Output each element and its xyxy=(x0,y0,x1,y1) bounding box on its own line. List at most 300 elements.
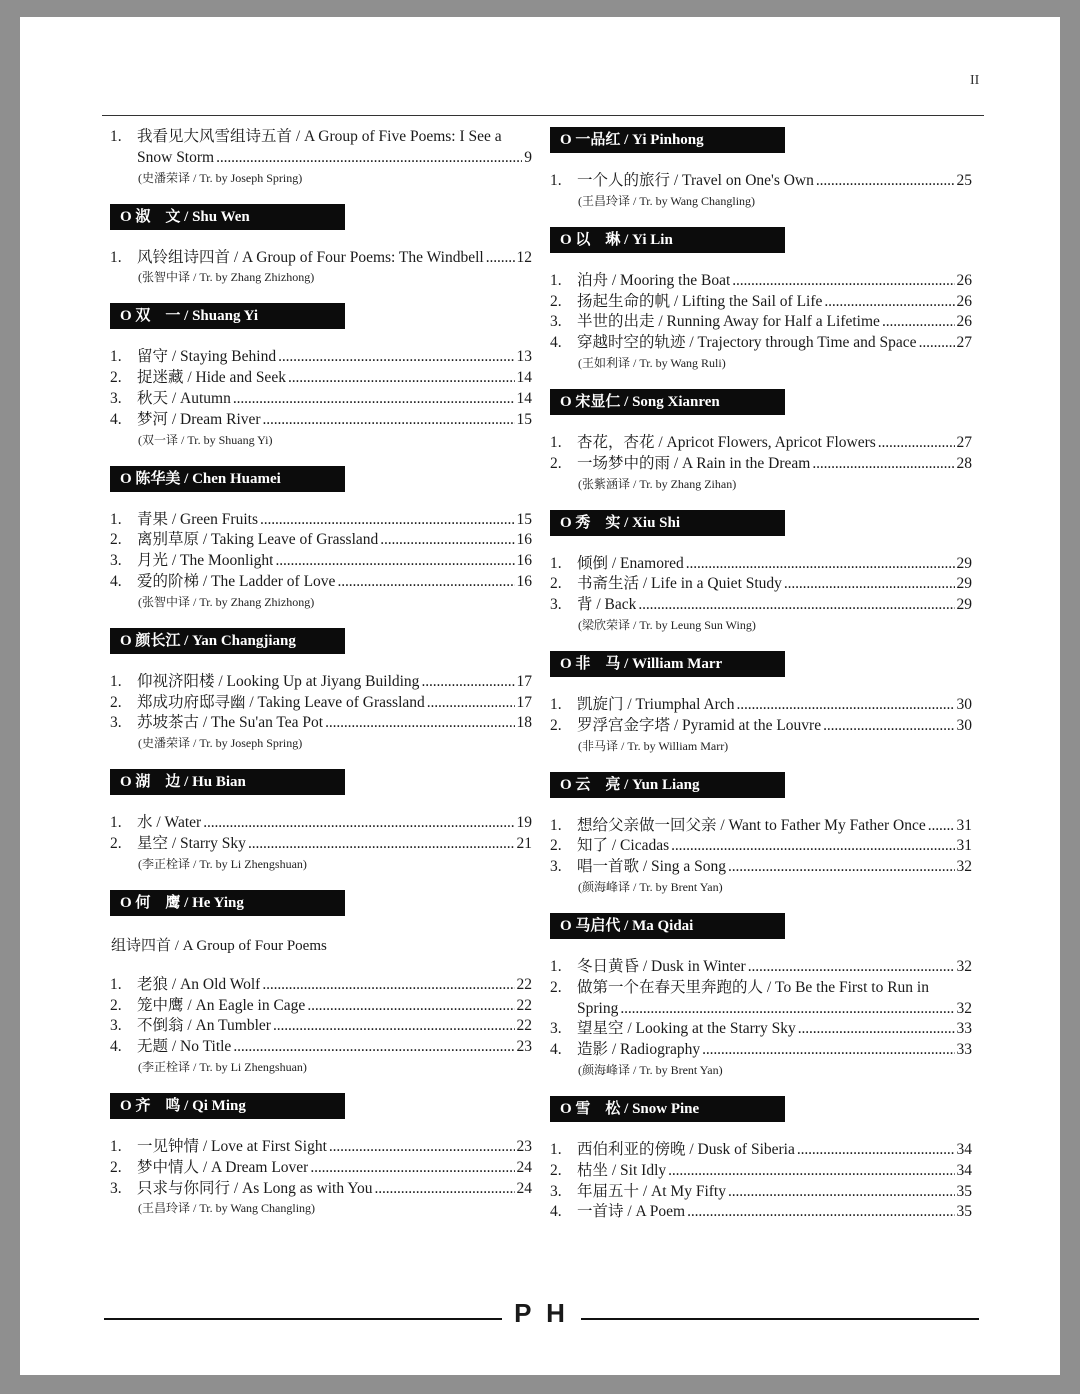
entry-page: 16 xyxy=(516,572,532,590)
toc-section xyxy=(550,913,972,1078)
entry-number: 4. xyxy=(110,410,122,428)
entry-body xyxy=(137,510,532,531)
entry-title: 老狼 / An Old Wolf xyxy=(137,975,261,993)
toc-section xyxy=(110,127,532,186)
translator-credit: (史潘荣译 / Tr. by Joseph Spring) xyxy=(138,736,303,751)
entry-row xyxy=(137,572,532,593)
entry-page: 30 xyxy=(956,695,972,713)
toc-entry[interactable] xyxy=(550,1019,972,1040)
toc-entry[interactable] xyxy=(550,1182,972,1203)
toc-entry[interactable] xyxy=(110,834,532,855)
entry-number: 1. xyxy=(550,816,562,834)
entry-number: 1. xyxy=(550,433,562,451)
translator-credit: (梁欣荣译 / Tr. by Leung Sun Wing) xyxy=(578,617,756,632)
toc-entry[interactable] xyxy=(550,957,972,978)
dot-leader xyxy=(620,999,954,1020)
dot-leader xyxy=(275,551,514,572)
entry-row xyxy=(137,1137,532,1158)
entry-page: 17 xyxy=(516,672,532,690)
entry-title: 水 / Water xyxy=(137,814,202,832)
dot-leader xyxy=(797,1140,955,1161)
toc-entry[interactable] xyxy=(550,1140,972,1161)
entry-body xyxy=(577,292,972,313)
entry-page: 29 xyxy=(956,554,972,572)
entry-title: 知了 / Cicadas xyxy=(577,837,670,855)
entry-title: 年届五十 / At My Fifty xyxy=(577,1182,726,1200)
entry-body xyxy=(137,813,532,834)
entry-number: 1. xyxy=(110,975,122,993)
entry-row xyxy=(577,816,972,837)
author-header: O 颜长江 / Yan Changjiang xyxy=(110,628,345,654)
entry-page: 31 xyxy=(956,837,972,855)
entry-title: 半世的出走 / Running Away for Half a Lifetime xyxy=(577,313,880,331)
author-header: O 一品红 / Yi Pinhong xyxy=(550,127,785,153)
section-subheading: 组诗四首 / A Group of Four Poems xyxy=(111,937,327,954)
entry-number: 1. xyxy=(110,348,122,366)
entry-row xyxy=(577,999,972,1020)
toc-entry[interactable] xyxy=(550,1202,972,1223)
toc-entry[interactable] xyxy=(550,454,972,475)
entry-number: 2. xyxy=(110,531,122,549)
footer-rule-left xyxy=(104,1318,502,1320)
toc-section xyxy=(550,389,972,492)
toc-entry[interactable] xyxy=(110,347,532,368)
toc-section xyxy=(110,769,532,872)
entry-number: 4. xyxy=(550,1203,562,1221)
entry-row xyxy=(137,813,532,834)
toc-entry[interactable] xyxy=(550,333,972,354)
entry-body xyxy=(577,857,972,878)
entry-page: 26 xyxy=(956,292,972,310)
entry-page: 24 xyxy=(516,1158,532,1176)
entry-number: 3. xyxy=(110,714,122,732)
entry-body xyxy=(577,957,972,978)
entry-page: 21 xyxy=(516,834,532,852)
entry-body xyxy=(577,816,972,837)
entry-page: 16 xyxy=(516,552,532,570)
entry-body xyxy=(577,333,972,354)
entry-body xyxy=(137,347,532,368)
toc-entry[interactable] xyxy=(110,368,532,389)
entry-title: 想给父亲做一回父亲 / Want to Father My Father Once xyxy=(577,816,926,834)
dot-leader xyxy=(798,1019,955,1040)
toc-entry[interactable] xyxy=(110,813,532,834)
entry-title-line: 我看见大风雪组诗五首 / A Group of Five Poems: I See a xyxy=(137,128,502,145)
entry-title: 笼中鹰 / An Eagle in Cage xyxy=(137,996,306,1014)
entry-title: 苏坡茶古 / The Su'an Tea Pot xyxy=(137,714,324,732)
entry-row xyxy=(577,171,972,192)
entry-row xyxy=(137,410,532,431)
dot-leader xyxy=(728,1182,955,1203)
entry-body xyxy=(577,1202,972,1223)
entry-number: 1. xyxy=(550,172,562,189)
entry-title: 无题 / No Title xyxy=(137,1038,232,1056)
entry-body xyxy=(577,171,972,192)
author-header: O 秀 实 / Xiu Shi xyxy=(550,510,785,536)
footer xyxy=(104,1293,979,1333)
entry-number: 1. xyxy=(110,248,122,266)
entry-number: 3. xyxy=(550,1020,562,1038)
entry-row xyxy=(137,1179,532,1200)
toc-entry[interactable] xyxy=(110,672,532,693)
entry-title: 书斋生活 / Life in a Quiet Study xyxy=(577,575,782,593)
top-rule xyxy=(102,115,984,116)
dot-leader xyxy=(427,693,515,714)
author-header: O 齐 鸣 / Qi Ming xyxy=(110,1093,345,1119)
entry-page: 29 xyxy=(956,596,972,614)
dot-leader xyxy=(278,347,514,368)
entry-title: 造影 / Radiography xyxy=(577,1041,701,1059)
entry-number: 1. xyxy=(550,554,562,572)
toc-entry[interactable] xyxy=(550,816,972,837)
author-header: O 云 亮 / Yun Liang xyxy=(550,772,785,798)
entry-row xyxy=(577,333,972,354)
entry-body xyxy=(137,248,532,269)
page-number: II xyxy=(970,73,980,88)
entry-body xyxy=(137,389,532,410)
dot-leader xyxy=(784,574,955,595)
toc-section xyxy=(110,466,532,610)
entry-body xyxy=(137,572,532,593)
toc-entry[interactable] xyxy=(110,248,532,269)
author-header: O 宋显仁 / Song Xianren xyxy=(550,389,785,415)
toc-entry[interactable] xyxy=(550,574,972,595)
dot-leader xyxy=(380,530,514,551)
entry-title: 秋天 / Autumn xyxy=(137,389,231,407)
entry-title: 罗浮宫金字塔 / Pyramid at the Louvre xyxy=(577,716,822,734)
author-header: O 非 马 / William Marr xyxy=(550,651,785,677)
entry-title: 留守 / Staying Behind xyxy=(137,348,277,366)
dot-leader xyxy=(216,148,522,169)
entry-body xyxy=(137,1179,532,1200)
dot-leader xyxy=(337,572,514,593)
entry-number: 1. xyxy=(550,271,562,289)
entry-page: 34 xyxy=(956,1161,972,1179)
entry-number: 2. xyxy=(110,693,122,711)
entry-row xyxy=(577,312,972,333)
entry-page: 15 xyxy=(516,510,532,528)
publisher-logo: P H xyxy=(514,1297,569,1328)
entry-row xyxy=(137,693,532,714)
toc-section xyxy=(110,303,532,447)
toc-entry[interactable] xyxy=(110,975,532,996)
entry-body xyxy=(577,1182,972,1203)
entry-body xyxy=(577,454,972,475)
toc-section xyxy=(550,1096,972,1223)
entry-title: 泊舟 / Mooring the Boat xyxy=(577,271,731,289)
toc-section xyxy=(550,127,972,209)
entry-number: 2. xyxy=(110,996,122,1014)
entry-title: 仰视济阳楼 / Looking Up at Jiyang Building xyxy=(137,672,420,690)
entry-number: 1. xyxy=(110,510,122,528)
toc-entry[interactable] xyxy=(550,836,972,857)
entry-body xyxy=(577,433,972,454)
entry-number: 3. xyxy=(550,596,562,614)
translator-credit: (李正栓译 / Tr. by Li Zhengshuan) xyxy=(138,1059,307,1074)
entry-row xyxy=(577,1140,972,1161)
entry-row xyxy=(137,1037,532,1058)
entry-number: 1. xyxy=(550,957,562,975)
toc-entry[interactable] xyxy=(110,713,532,734)
entry-page: 16 xyxy=(516,531,532,549)
toc-entry[interactable] xyxy=(550,433,972,454)
entry-row xyxy=(137,148,532,169)
translator-credit: (王昌玲译 / Tr. by Wang Changling) xyxy=(578,193,756,208)
dot-leader xyxy=(878,433,955,454)
dot-leader xyxy=(668,1161,954,1182)
entry-page: 27 xyxy=(956,334,972,352)
entry-row xyxy=(577,292,972,313)
entry-row xyxy=(137,1016,532,1037)
entry-title: 星空 / Starry Sky xyxy=(137,834,246,852)
entry-number: 3. xyxy=(550,1182,562,1200)
entry-title: 月光 / The Moonlight xyxy=(137,552,274,570)
entry-page: 32 xyxy=(956,858,972,876)
toc-entry[interactable] xyxy=(110,530,532,551)
entry-row xyxy=(577,433,972,454)
toc-entry[interactable] xyxy=(110,510,532,531)
entry-page: 15 xyxy=(516,410,532,428)
toc-page xyxy=(20,17,1060,1375)
entry-page: 26 xyxy=(956,313,972,331)
entry-page: 17 xyxy=(516,693,532,711)
dot-leader xyxy=(687,1202,954,1223)
entry-body xyxy=(577,554,972,575)
entry-page: 23 xyxy=(516,1137,532,1155)
toc-entry[interactable] xyxy=(110,127,532,169)
entry-page: 12 xyxy=(516,248,532,266)
entry-title: 冬日黄昏 / Dusk in Winter xyxy=(577,957,746,975)
dot-leader xyxy=(260,510,515,531)
dot-leader xyxy=(748,957,955,978)
entry-row xyxy=(137,713,532,734)
entry-row xyxy=(577,454,972,475)
entry-page: 18 xyxy=(516,714,532,732)
toc-section xyxy=(110,1093,532,1216)
toc-entry[interactable] xyxy=(550,1161,972,1182)
toc-entry[interactable] xyxy=(110,1016,532,1037)
entry-title: 倾倒 / Enamored xyxy=(577,554,684,572)
translator-credit: (王昌玲译 / Tr. by Wang Changling) xyxy=(138,1201,316,1216)
entry-body xyxy=(137,127,532,169)
author-header: O 陈华美 / Chen Huamei xyxy=(110,466,345,492)
entry-page: 30 xyxy=(956,716,972,734)
toc-entry[interactable] xyxy=(550,554,972,575)
author-header: O 淑 文 / Shu Wen xyxy=(110,204,345,230)
entry-page: 19 xyxy=(516,814,532,832)
entry-row xyxy=(577,957,972,978)
entry-page: 26 xyxy=(956,271,972,289)
entry-body xyxy=(577,978,972,1020)
entry-row xyxy=(577,595,972,616)
entry-page: 24 xyxy=(516,1179,532,1197)
entry-title: 一个人的旅行 / Travel on One's Own xyxy=(577,172,814,189)
entry-title: 只求与你同行 / As Long as with You xyxy=(137,1179,373,1197)
entry-row xyxy=(577,836,972,857)
entry-row xyxy=(137,551,532,572)
entry-title: 爱的阶梯 / The Ladder of Love xyxy=(137,572,336,590)
toc-entry[interactable] xyxy=(550,857,972,878)
dot-leader xyxy=(882,312,955,333)
toc-entry[interactable] xyxy=(550,695,972,716)
toc-entry[interactable] xyxy=(550,716,972,737)
entry-body xyxy=(577,312,972,333)
toc-entry[interactable] xyxy=(110,1158,532,1179)
toc-section xyxy=(110,204,532,286)
toc-entry[interactable] xyxy=(110,389,532,410)
dot-leader xyxy=(325,713,514,734)
entry-number: 4. xyxy=(110,572,122,590)
entry-page: 32 xyxy=(956,999,972,1017)
toc-entry[interactable] xyxy=(550,292,972,313)
translator-credit: (王如利译 / Tr. by Wang Ruli) xyxy=(578,355,726,370)
dot-leader xyxy=(486,248,515,269)
entry-number: 2. xyxy=(550,575,562,593)
dot-leader xyxy=(736,695,954,716)
toc-section xyxy=(110,890,532,1075)
entry-title: 穿越时空的轨迹 / Trajectory through Time and Space xyxy=(577,334,917,352)
entry-page: 35 xyxy=(956,1203,972,1221)
entry-body xyxy=(137,410,532,431)
dot-leader xyxy=(375,1179,515,1200)
dot-leader xyxy=(263,410,515,431)
dot-leader xyxy=(288,368,515,389)
entry-row xyxy=(137,248,532,269)
dot-leader xyxy=(248,834,515,855)
dot-leader xyxy=(262,975,514,996)
entry-page: 27 xyxy=(956,433,972,451)
toc-entry[interactable] xyxy=(110,1137,532,1158)
entry-body xyxy=(137,672,532,693)
entry-page: 23 xyxy=(516,1038,532,1056)
entry-title: 一首诗 / A Poem xyxy=(577,1203,686,1221)
toc-entry[interactable] xyxy=(110,693,532,714)
dot-leader xyxy=(702,1040,954,1061)
toc-section xyxy=(550,227,972,371)
entry-title: Spring xyxy=(577,999,619,1017)
entry-page: 35 xyxy=(956,1182,972,1200)
entry-number: 4. xyxy=(110,1038,122,1056)
entry-number: 4. xyxy=(550,334,562,352)
entry-page: 25 xyxy=(956,172,972,189)
entry-title: 一场梦中的雨 / A Rain in the Dream xyxy=(577,454,811,472)
entry-body xyxy=(137,834,532,855)
dot-leader xyxy=(233,1037,514,1058)
entry-number: 3. xyxy=(550,313,562,331)
entry-row xyxy=(577,716,972,737)
entry-page: 13 xyxy=(516,348,532,366)
toc-entry[interactable] xyxy=(550,1040,972,1061)
entry-body xyxy=(577,1019,972,1040)
author-header: O 马启代 / Ma Qidai xyxy=(550,913,785,939)
toc-entry[interactable] xyxy=(110,1179,532,1200)
entry-page: 22 xyxy=(516,1017,532,1035)
toc-entry[interactable] xyxy=(110,551,532,572)
toc-entry[interactable] xyxy=(110,410,532,431)
entry-body xyxy=(577,271,972,292)
toc-entry[interactable] xyxy=(110,996,532,1017)
entry-row xyxy=(577,1202,972,1223)
dot-leader xyxy=(824,292,954,313)
entry-body xyxy=(577,836,972,857)
entry-body xyxy=(137,1158,532,1179)
entry-number: 1. xyxy=(110,672,122,690)
toc-entry[interactable] xyxy=(110,1037,532,1058)
translator-credit: (双一译 / Tr. by Shuang Yi) xyxy=(138,432,273,447)
entry-row xyxy=(137,996,532,1017)
entry-row xyxy=(137,1158,532,1179)
entry-body xyxy=(137,1037,532,1058)
entry-page: 33 xyxy=(956,1020,972,1038)
entry-page: 33 xyxy=(956,1041,972,1059)
entry-number: 1. xyxy=(550,1140,562,1158)
entry-body xyxy=(137,551,532,572)
entry-number: 4. xyxy=(550,1041,562,1059)
entry-title-line: 做第一个在春天里奔跑的人 / To Be the First to Run in xyxy=(577,978,929,996)
translator-credit: (史潘荣译 / Tr. by Joseph Spring) xyxy=(138,170,303,185)
entry-row xyxy=(577,1182,972,1203)
entry-number: 2. xyxy=(550,716,562,734)
entry-body xyxy=(577,1140,972,1161)
toc-entry[interactable] xyxy=(550,595,972,616)
entry-row xyxy=(137,368,532,389)
entry-page: 22 xyxy=(516,996,532,1014)
toc-entry[interactable] xyxy=(550,271,972,292)
entry-title: 离别草原 / Taking Leave of Grassland xyxy=(137,531,379,549)
right-column xyxy=(550,127,972,1223)
toc-entry[interactable] xyxy=(110,572,532,593)
entry-number: 2. xyxy=(550,978,562,996)
translator-credit: (非马译 / Tr. by William Marr) xyxy=(578,738,729,753)
dot-leader xyxy=(823,716,954,737)
dot-leader xyxy=(919,333,955,354)
entry-row xyxy=(577,554,972,575)
entry-title: 郑成功府邸寻幽 / Taking Leave of Grassland xyxy=(137,693,425,711)
entry-body xyxy=(577,1161,972,1182)
translator-credit: (张智中译 / Tr. by Zhang Zhizhong) xyxy=(138,594,315,609)
dot-leader xyxy=(310,1158,514,1179)
translator-credit: (张紫涵译 / Tr. by Zhang Zihan) xyxy=(578,476,737,491)
toc-entry[interactable] xyxy=(550,171,972,192)
toc-section xyxy=(110,628,532,751)
dot-leader xyxy=(816,171,955,192)
toc-entry[interactable] xyxy=(550,312,972,333)
entry-number: 2. xyxy=(550,837,562,855)
entry-row xyxy=(577,857,972,878)
entry-row xyxy=(577,1040,972,1061)
entry-title: 一见钟情 / Love at First Sight xyxy=(137,1137,327,1155)
author-header: O 何 鹰 / He Ying xyxy=(110,890,345,916)
entry-title: 枯坐 / Sit Idly xyxy=(577,1161,667,1179)
entry-number: 2. xyxy=(550,454,562,472)
entry-body xyxy=(137,530,532,551)
toc-entry[interactable] xyxy=(550,978,972,1020)
entry-page: 29 xyxy=(956,575,972,593)
entry-title: 梦中情人 / A Dream Lover xyxy=(137,1158,309,1176)
entry-title: 西伯利亚的傍晚 / Dusk of Siberia xyxy=(577,1140,795,1158)
entry-number: 3. xyxy=(550,858,562,876)
entry-page: 28 xyxy=(956,454,972,472)
entry-row xyxy=(577,574,972,595)
author-header: O 湖 边 / Hu Bian xyxy=(110,769,345,795)
entry-body xyxy=(577,595,972,616)
entry-number: 3. xyxy=(110,552,122,570)
dot-leader xyxy=(728,857,955,878)
entry-number: 3. xyxy=(110,1179,122,1197)
entry-title: 凯旋门 / Triumphal Arch xyxy=(577,695,735,713)
entry-title: 杏花，杏花 / Apricot Flowers, Apricot Flowers xyxy=(577,433,876,451)
entry-body xyxy=(137,368,532,389)
